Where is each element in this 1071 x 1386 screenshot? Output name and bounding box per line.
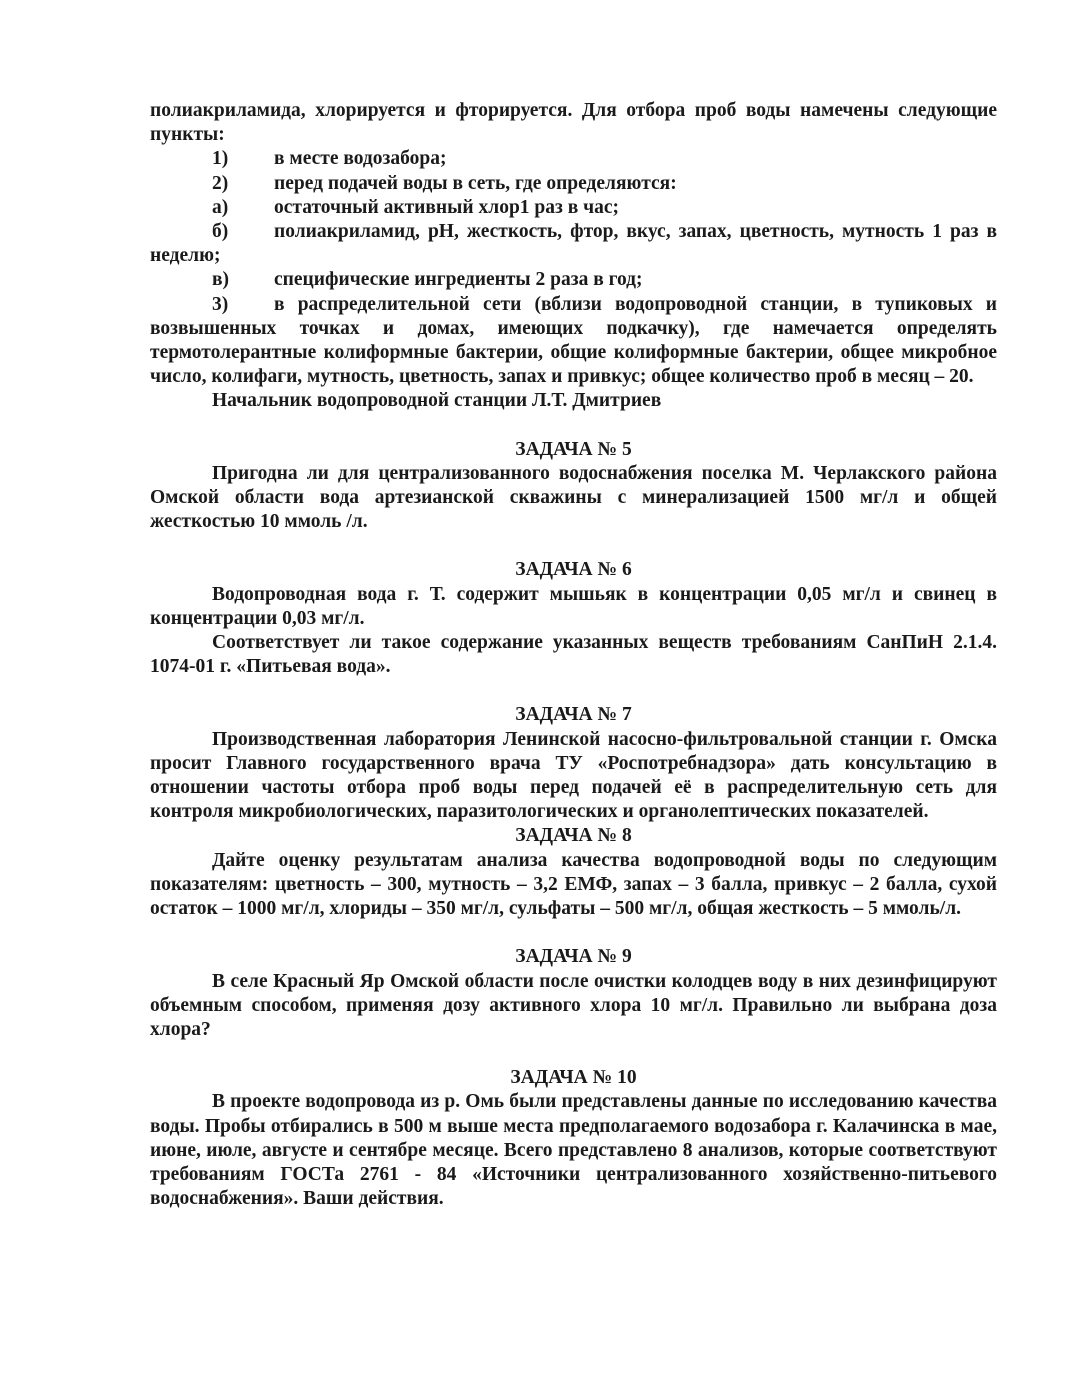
signature-line: Начальник водопроводной станции Л.Т. Дмитриев: [212, 390, 662, 412]
task-heading: ЗАДАЧА № 6: [515, 559, 632, 581]
task-heading: ЗАДАЧА № 7: [515, 704, 632, 726]
task-heading: ЗАДАЧА № 10: [510, 1067, 637, 1089]
list-item: [150, 147, 997, 171]
list-item: [150, 293, 997, 390]
task-paragraph: В селе Красный Яр Омской области после очистки колодцев воду в них дезинфицируют объемным способом, применяя дозу активного хлора 10 мг/л. Правильно ли выбрана доза хлора?: [150, 970, 997, 1040]
list-item-text: полиакриламид, рН, жесткость, фтор, вкус, запах, цветность, мутность 1 раз в неделю;: [150, 221, 997, 267]
list-item: [150, 172, 997, 196]
list-item-number: 3): [212, 293, 229, 315]
list-item: [150, 268, 997, 292]
task-paragraph: Водопроводная вода г. Т. содержит мышьяк в концентрации 0,05 мг/л и свинец в концентрации 0,03 мг/л.: [150, 583, 997, 629]
task-paragraph: Дайте оценку результатам анализа качества водопроводной воды по следующим показателям: цветность – 300, мутность – 3,2 ЕМФ, запах – 3 балла, привкус – 2 балла, сухой остаток – 1000 мг/л, хлориды – 350 мг/л, сульфаты – 500 мг/л, общая жесткость – 5 ммоль/л.: [150, 849, 997, 920]
list-item-text: в распределительной сети (вблизи водопроводной станции, в тупиковых и возвышенных точках и домах, имеющих подкачку), где намечается определять термотолерантные колиформные бактерии, общие колиформные бактерии, общее микробное число, колифаги, мутность, цветность, запах и привкус; общее количество проб в месяц – 20.: [150, 293, 997, 388]
intro-continuation: полиакриламида, хлорируется и фторируется. Для отбора проб воды намечены следующие пункты:: [150, 100, 997, 146]
document-page: [150, 99, 997, 1211]
task-paragraph: В проекте водопровода из р. Омь были представлены данные по исследованию качества воды. Пробы отбирались в 500 м выше места предполагаемого водозабора г. Калачинска в мае, июне, июле, августе и сентябре месяце. Всего представлено 8 анализов, которые соответствуют требованиям ГОСТа 2761 - 84 «Источники централизованного хозяйственно-питьевого водоснабжения». Ваши действия.: [150, 1091, 997, 1210]
task-paragraph: Соответствует ли такое содержание указанных веществ требованиям СанПиН 2.1.4. 1074-01 г. «Питьевая вода».: [150, 632, 997, 678]
list-item-number: а): [212, 196, 229, 218]
task-paragraph: Производственная лаборатория Ленинской насосно-фильтровальной станции г. Омска просит Главного государственного врача ТУ «Роспотребнадзора» дать консультацию в отношении частоты отбора проб воды перед подачей её в распределительную сеть для контроля микробиологических, паразитологических и органолептических показателей.: [150, 728, 997, 823]
task-heading: ЗАДАЧА № 9: [515, 946, 632, 968]
list-item-number: б): [212, 221, 229, 243]
list-item-number: 1): [212, 148, 229, 170]
list-item-number: 2): [212, 172, 229, 194]
task-heading: ЗАДАЧА № 8: [515, 825, 632, 847]
list-item-text: остаточный активный хлор1 раз в час;: [274, 196, 620, 218]
list-item-text: специфические ингредиенты 2 раза в год;: [274, 269, 643, 291]
list-item: [150, 220, 997, 268]
list-item-number: в): [212, 269, 230, 291]
task-heading: ЗАДАЧА № 5: [515, 438, 632, 460]
list-item-text: перед подачей воды в сеть, где определяются:: [274, 172, 677, 194]
list-item-text: в месте водозабора;: [274, 148, 447, 170]
task-paragraph: Пригодна ли для централизованного водоснабжения поселка М. Черлакского района Омской области вода артезианской скважины с минерализацией 1500 мг/л и общей жесткостью 10 ммоль /л.: [150, 462, 997, 533]
list-item: [150, 196, 997, 220]
